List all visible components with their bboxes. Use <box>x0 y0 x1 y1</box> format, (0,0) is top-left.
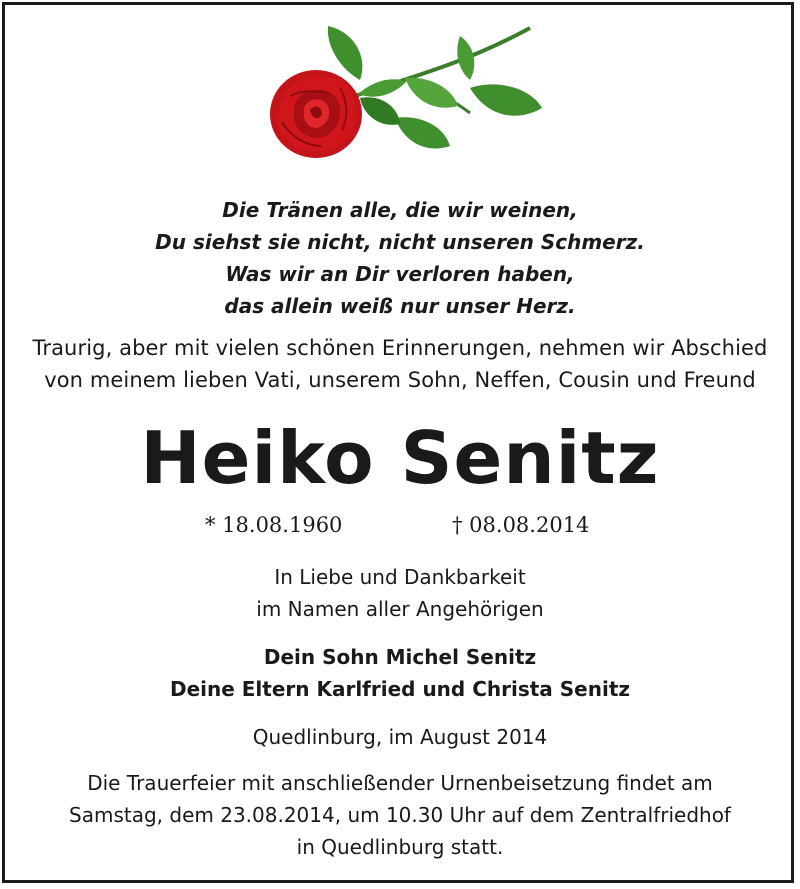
intro-line: von meinem lieben Vati, unserem Sohn, Neffen, Cousin und Freund <box>44 368 756 392</box>
thanks-line: In Liebe und Dankbarkeit <box>274 565 526 589</box>
poem <box>0 194 800 322</box>
poem-line: Du siehst sie nicht, nicht unseren Schmerz. <box>155 230 645 254</box>
family-line: Dein Sohn Michel Senitz <box>263 645 537 669</box>
family-line: Deine Eltern Karlfried und Christa Senitz <box>169 677 631 701</box>
red-rose-icon <box>260 18 550 168</box>
deceased-name: Heiko Senitz <box>140 416 660 500</box>
death-date: † 08.08.2014 <box>452 513 590 537</box>
intro-line: Traurig, aber mit vielen schönen Erinnerungen, nehmen wir Abschied <box>32 336 768 360</box>
funeral-line: Samstag, dem 23.08.2014, um 10.30 Uhr auf dem Zentralfriedhof <box>69 803 731 827</box>
thanks-text <box>0 561 800 625</box>
intro-text <box>0 332 800 396</box>
family-members <box>0 641 800 705</box>
poem-line: Die Tränen alle, die wir weinen, <box>222 198 578 222</box>
thanks-line: im Namen aller Angehörigen <box>256 597 544 621</box>
place-date: Quedlinburg, im August 2014 <box>252 725 548 749</box>
funeral-info <box>0 767 800 863</box>
funeral-line: Die Trauerfeier mit anschließender Urnenbeisetzung findet am <box>87 771 713 795</box>
funeral-line: in Quedlinburg statt. <box>296 835 504 859</box>
birth-date: * 18.08.1960 <box>205 513 343 537</box>
poem-line: das allein weiß nur unser Herz. <box>224 294 576 318</box>
poem-line: Was wir an Dir verloren haben, <box>225 262 575 286</box>
